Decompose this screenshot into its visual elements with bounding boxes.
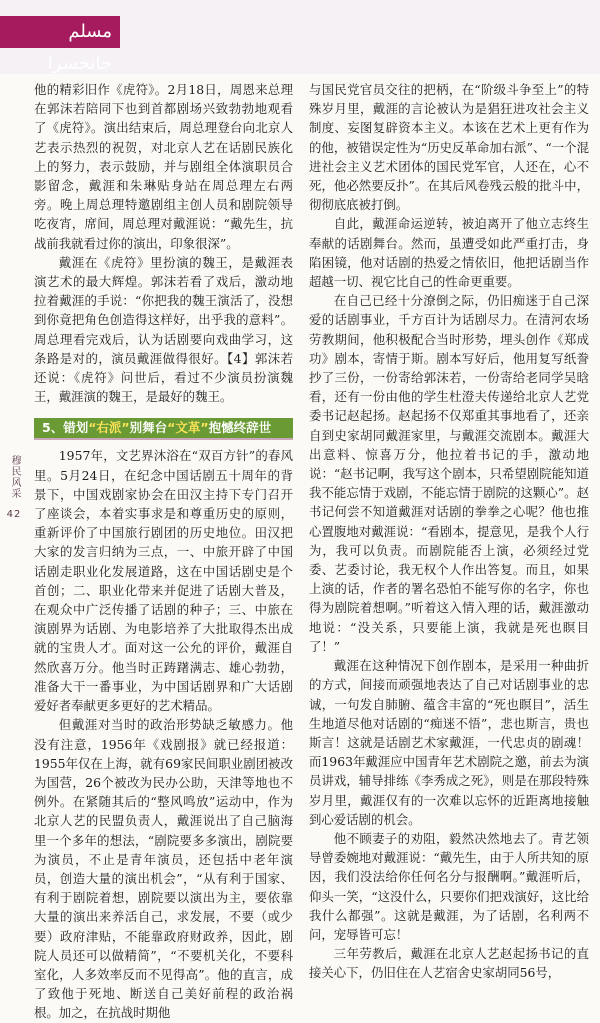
paragraph: 三年劳教后，戴涯在北京人艺赵起扬书记的直接关心下，仍旧住在人艺宿舍史家胡同56号， <box>309 946 589 981</box>
section-heading <box>34 418 293 440</box>
paragraph: 自此，戴涯命运逆转，被迫离开了他立志终生奉献的话剧舞台。然而，虽遭受如此严重打击，身陷困镜，他对话剧的热爱之情依旧，他把话剧当作超越一切、视它比自己的性命更重要。 <box>309 216 589 290</box>
paragraph: 与国民党官员交往的把柄，在“阶级斗争至上”的特殊岁月里，戴涯的言论被认为是猖狂进攻社会主义制度、妄图复辟资本主义。本该在艺术上更有作为的他，被错误定性为“历史反革命加右派”、“一个混进社会主义艺术团体的国民党军官，人还在，心不死，他必然要反扑”。在其后风卷残云般的批斗中，彻彻底底被打倒。 <box>309 82 589 213</box>
section-heading-middle: 别舞台 <box>129 420 168 436</box>
paragraph: 戴涯在《虎符》里扮演的魏王，是戴涯表演艺术的最大辉煌。郭沫若看了戏后，激动地拉着戴涯的手说：“你把我的魏王演活了，没想到你竟把角色创造得这样好，出乎我的意料”。周总理看完戏后，认为话剧要向戏曲学习，这条路是对的，演员戴涯做得很好。【4】郭沫若还说：《虎符》问世后，看过不少演员扮演魏王，戴涯演的魏王，是最好的魏王。 <box>34 254 293 405</box>
paragraph: 但戴涯对当时的政治形势缺乏敏感力。他没有注意，1956年《戏剧报》就已经报道：1955年仅在上海，就有69家民间职业剧团被改为国营，26个被改为民办公助，天津等地也不例外。在紧随其后的“整风鸣放”运动中，作为北京人艺的民盟负责人，戴涯说出了自己脑海里一个多年的想法，“剧院要多多演出，剧院要为演员，不止是青年演员，还包括中老年演员，创造大量的演出机会”，“从有利于国家、有利于剧院着想，剧院要以演出为主，要依靠大量的演出来养活自己，求发展，不要（或少要）政府津贴，不能靠政府财政养，因此，剧院人员还可以做精简”，“不要机关化，不要科室化，人多效率反而不见得高”。他的直言，成了致他于死地、断送自己美好前程的政治祸根。加之，在抗战时期他 <box>34 717 293 1021</box>
left-column <box>34 80 293 1021</box>
section-heading-prefix: 5、错划 <box>42 420 89 436</box>
paragraph: 他不顾妻子的劝阻，毅然决然地去了。青艺领导曾委婉地对戴涯说：“戴先生，由于人所共知的原因，我们没法给你任何名分与报酬啊。”戴涯听后，仰头一笑，“这没什么，只要你们把戏演好，这比给我什么都强”。这就是戴涯，为了话剧，名利两不问，宠辱皆可忘！ <box>309 830 589 942</box>
header-band <box>0 0 600 74</box>
section-heading-quote-1: “右派” <box>88 420 130 436</box>
paragraph: 在自己已经十分潦倒之际，仍旧痴迷于自己深爱的话剧事业，千方百计为话剧尽力。在清河农场劳教期间，他积极配合当时形势，埋头创作《郑成功》剧本，寄情于斯。剧本写好后，他用复写纸誊抄了三份，一份寄给郭沫若，一份寄给老同学吴晗看，还有一份由他的学生杜澄夫传递给北京人艺党委书记赵起扬。赵起扬不仅郑重其事地看了，还亲自到史家胡同戴涯家里，与戴涯交流剧本。戴涯大出意料、惊喜万分，他拉着书记的手，激动地说：“赵书记啊，我写这个剧本，只希望剧院能知道我不能忘情于戏剧，不能忘情于剧院的这颗心”。赵书记何尝不知道戴涯对话剧的拳拳之心呢？他也推心置腹地对戴涯说：“看剧本，提意见，是我个人行为，我可以负责。而剧院能否上演，必须经过党委、艺委讨论，我无权个人作出答复。而且，如果上演的话，作者的署名恐怕不能写你的名字，你也得为剧院着想啊。”听着这入情入理的话，戴涯激动地说：“没关系，只要能上演，我就是死也瞑目了！” <box>309 293 589 654</box>
paragraph: 他的精彩旧作《虎符》。2月18日，周恩来总理在郭沫若陪同下也到首都剧场兴致勃勃地观看了《虎符》。演出结束后，周总理登台向北京人艺表示热烈的祝贺，对北京人艺在话剧民族化上的努力，表示鼓励，并与剧组全体演职员合影留念，戴涯和朱琳贴身站在周总理左右两旁。晚上周总理特邀剧组主创人员和剧院领导吃夜宵，席间，周总理对戴涯说：“戴先生，抗战前我就看过你的演出，印象很深”。 <box>34 82 293 251</box>
right-column <box>309 80 589 981</box>
page-number: 42 <box>6 509 22 521</box>
section-heading-quote-2: “文革” <box>167 420 209 436</box>
section-heading-suffix: 抱憾终辞世 <box>208 420 272 436</box>
section-name: 穆民风采 <box>9 455 20 499</box>
paragraph: 1957年，文艺界沐浴在“双百方针”的春风里。5月24日，在纪念中国话剧五十周年的背景下，中国戏剧家协会在田汉主持下专门召开了座谈会，本着实事求是和尊重历史的原则，重新评价了中国旅行剧团的历史地位。田汉把大家的发言归纳为三点，一、中旅开辟了中国话剧走职业化发展道路，这在中国话剧史是个首创；二、职业化带来并促进了话剧大普及，在观众中广泛传播了话剧的种子；三、中旅在演剧界为话剧、为电影培养了大批取得杰出成就的宝贵人才。面对这一公允的评价，戴涯自然欣喜万分。他当时正踌躇满志、雄心勃勃，准备大干一番事业，为中国话剧界和广大话剧爱好者奉献更多更好的艺术精品。 <box>34 448 293 714</box>
magazine-logo-script: مسلم جانخسرا <box>0 16 120 48</box>
side-section-label <box>4 455 22 520</box>
paragraph: 戴涯在这种情况下创作剧本，是采用一种曲折的方式，间接而顽强地表达了自己对话剧事业的忠诚，一句发自肺腑、蕴含丰富的“死也瞑目”，活生生地道尽他对话剧的“痴迷不悟”，悲也斯言，贵也斯言！这就是话剧艺术家戴涯，一代忠贞的剧魂！而1963年戴涯应中国青年艺术剧院之邀，前去为演员讲戏，辅导排练《李秀成之死》，则是在那段特殊岁月里，戴涯仅有的一次难以忘怀的近距离地接触到心爱话剧的机会。 <box>309 658 589 827</box>
